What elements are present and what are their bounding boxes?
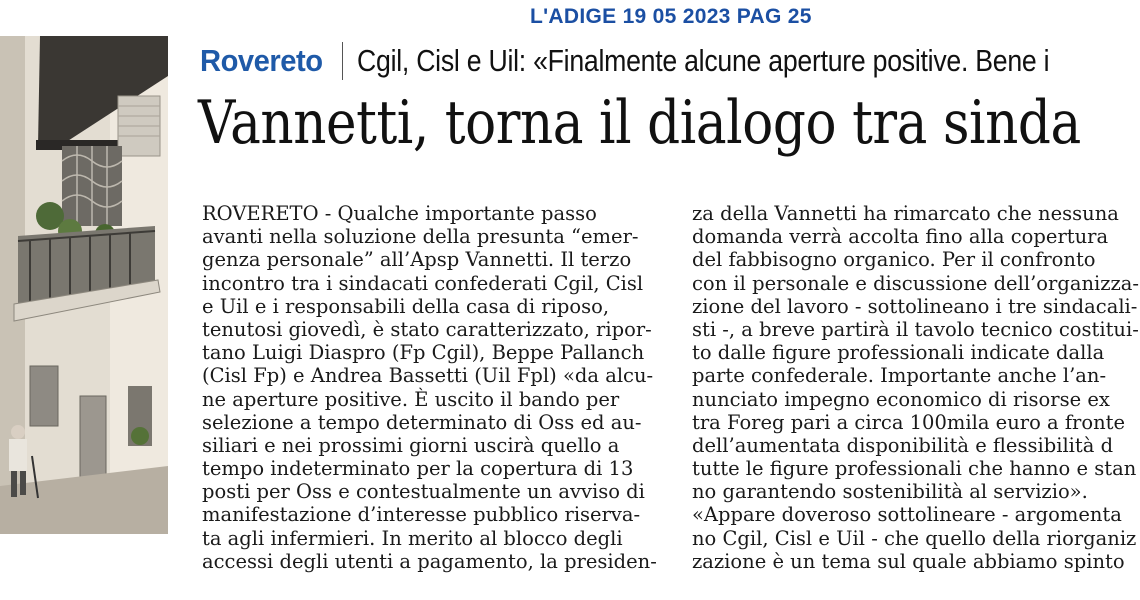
text-line: ROVERETO - Qualche importante passo <box>202 202 597 225</box>
section-divider <box>342 42 343 80</box>
text-line: za della Vannetti ha rimarcato che nessuna <box>692 202 1119 225</box>
text-line: tempo indeterminato per la copertura di 13 <box>202 457 634 481</box>
text-line: (Cisl Fp) e Andrea Bassetti (Uil Fpl) «da alcu- <box>202 364 654 388</box>
text-line: accessi degli utenti a pagamento, la presiden- <box>202 549 657 573</box>
text-line: tenutosi giovedì, è stato caratterizzato, ripor- <box>202 317 652 341</box>
text-line: parte confederale. Importante anche l’an- <box>692 364 1107 388</box>
text-line: manifestazione d’interesse pubblico riserva- <box>202 503 641 527</box>
publication-source: L'ADIGE 19 05 2023 PAG 25 <box>530 5 812 28</box>
building-photo <box>0 36 168 534</box>
kicker-text: Cgil, Cisl e Uil: «Finalmente alcune aperture positive. Bene i <box>357 43 1050 78</box>
text-line: tutte le figure professionali che hanno e stan <box>692 457 1137 481</box>
text-line: selezione a tempo determinato di Oss ed au- <box>202 410 642 434</box>
text-line: incontro tra i sindacati confederati Cgil, Cisl <box>202 271 644 295</box>
text-line: no garantendo sostenibilità al servizio». <box>692 480 1088 504</box>
headline: Vannetti, torna il dialogo tra sinda <box>198 88 1081 158</box>
article-column-2 <box>692 202 1140 573</box>
text-line: del fabbisogno organico. Per il confronto <box>692 248 1096 272</box>
text-line: tra Foreg pari a circa 100mila euro a fronte <box>692 410 1126 434</box>
text-line: no Cgil, Cisl e Uil - che quello della riorganiz <box>692 526 1137 550</box>
text-line: ne aperture positive. È uscito il bando per <box>202 387 620 411</box>
section-label: Rovereto <box>200 43 323 78</box>
text-line: tano Luigi Diaspro (Fp Cgil), Beppe Pallanch <box>202 341 645 365</box>
building-photo-icon <box>0 36 168 534</box>
text-line: domanda verrà accolta fino alla copertura <box>692 225 1109 249</box>
text-line: genza personale” all’Apsp Vannetti. Il terzo <box>202 248 632 272</box>
text-line: «Appare doveroso sottolineare - argomenta <box>692 503 1122 527</box>
text-line: posti per Oss e contestualmente un avviso di <box>202 480 645 504</box>
text-line: zazione è un tema sul quale abbiamo spinto <box>692 549 1125 573</box>
text-line: siliari e nei prossimi giorni uscirà quello a <box>202 433 620 457</box>
text-line: zione del lavoro - sottolineano i tre sindacali- <box>692 294 1138 318</box>
text-line: e Uil e i responsabili della casa di riposo, <box>202 294 610 318</box>
text-line: ta agli infermieri. In merito al blocco degli <box>202 526 623 550</box>
text-line: sti -, a breve partirà il tavolo tecnico costitui- <box>692 317 1139 341</box>
text-line: nunciato impegno economico di risorse ex <box>692 387 1110 411</box>
article-column-1 <box>202 202 662 573</box>
text-line: avanti nella soluzione della presunta “emer- <box>202 225 639 249</box>
text-line: dell’aumentata disponibilità e flessibilità d <box>692 433 1114 457</box>
text-line: con il personale e discussione dell’organizza- <box>692 271 1139 295</box>
text-line: to dalle figure professionali indicate dalla <box>692 341 1105 365</box>
kicker-row <box>200 38 1140 84</box>
